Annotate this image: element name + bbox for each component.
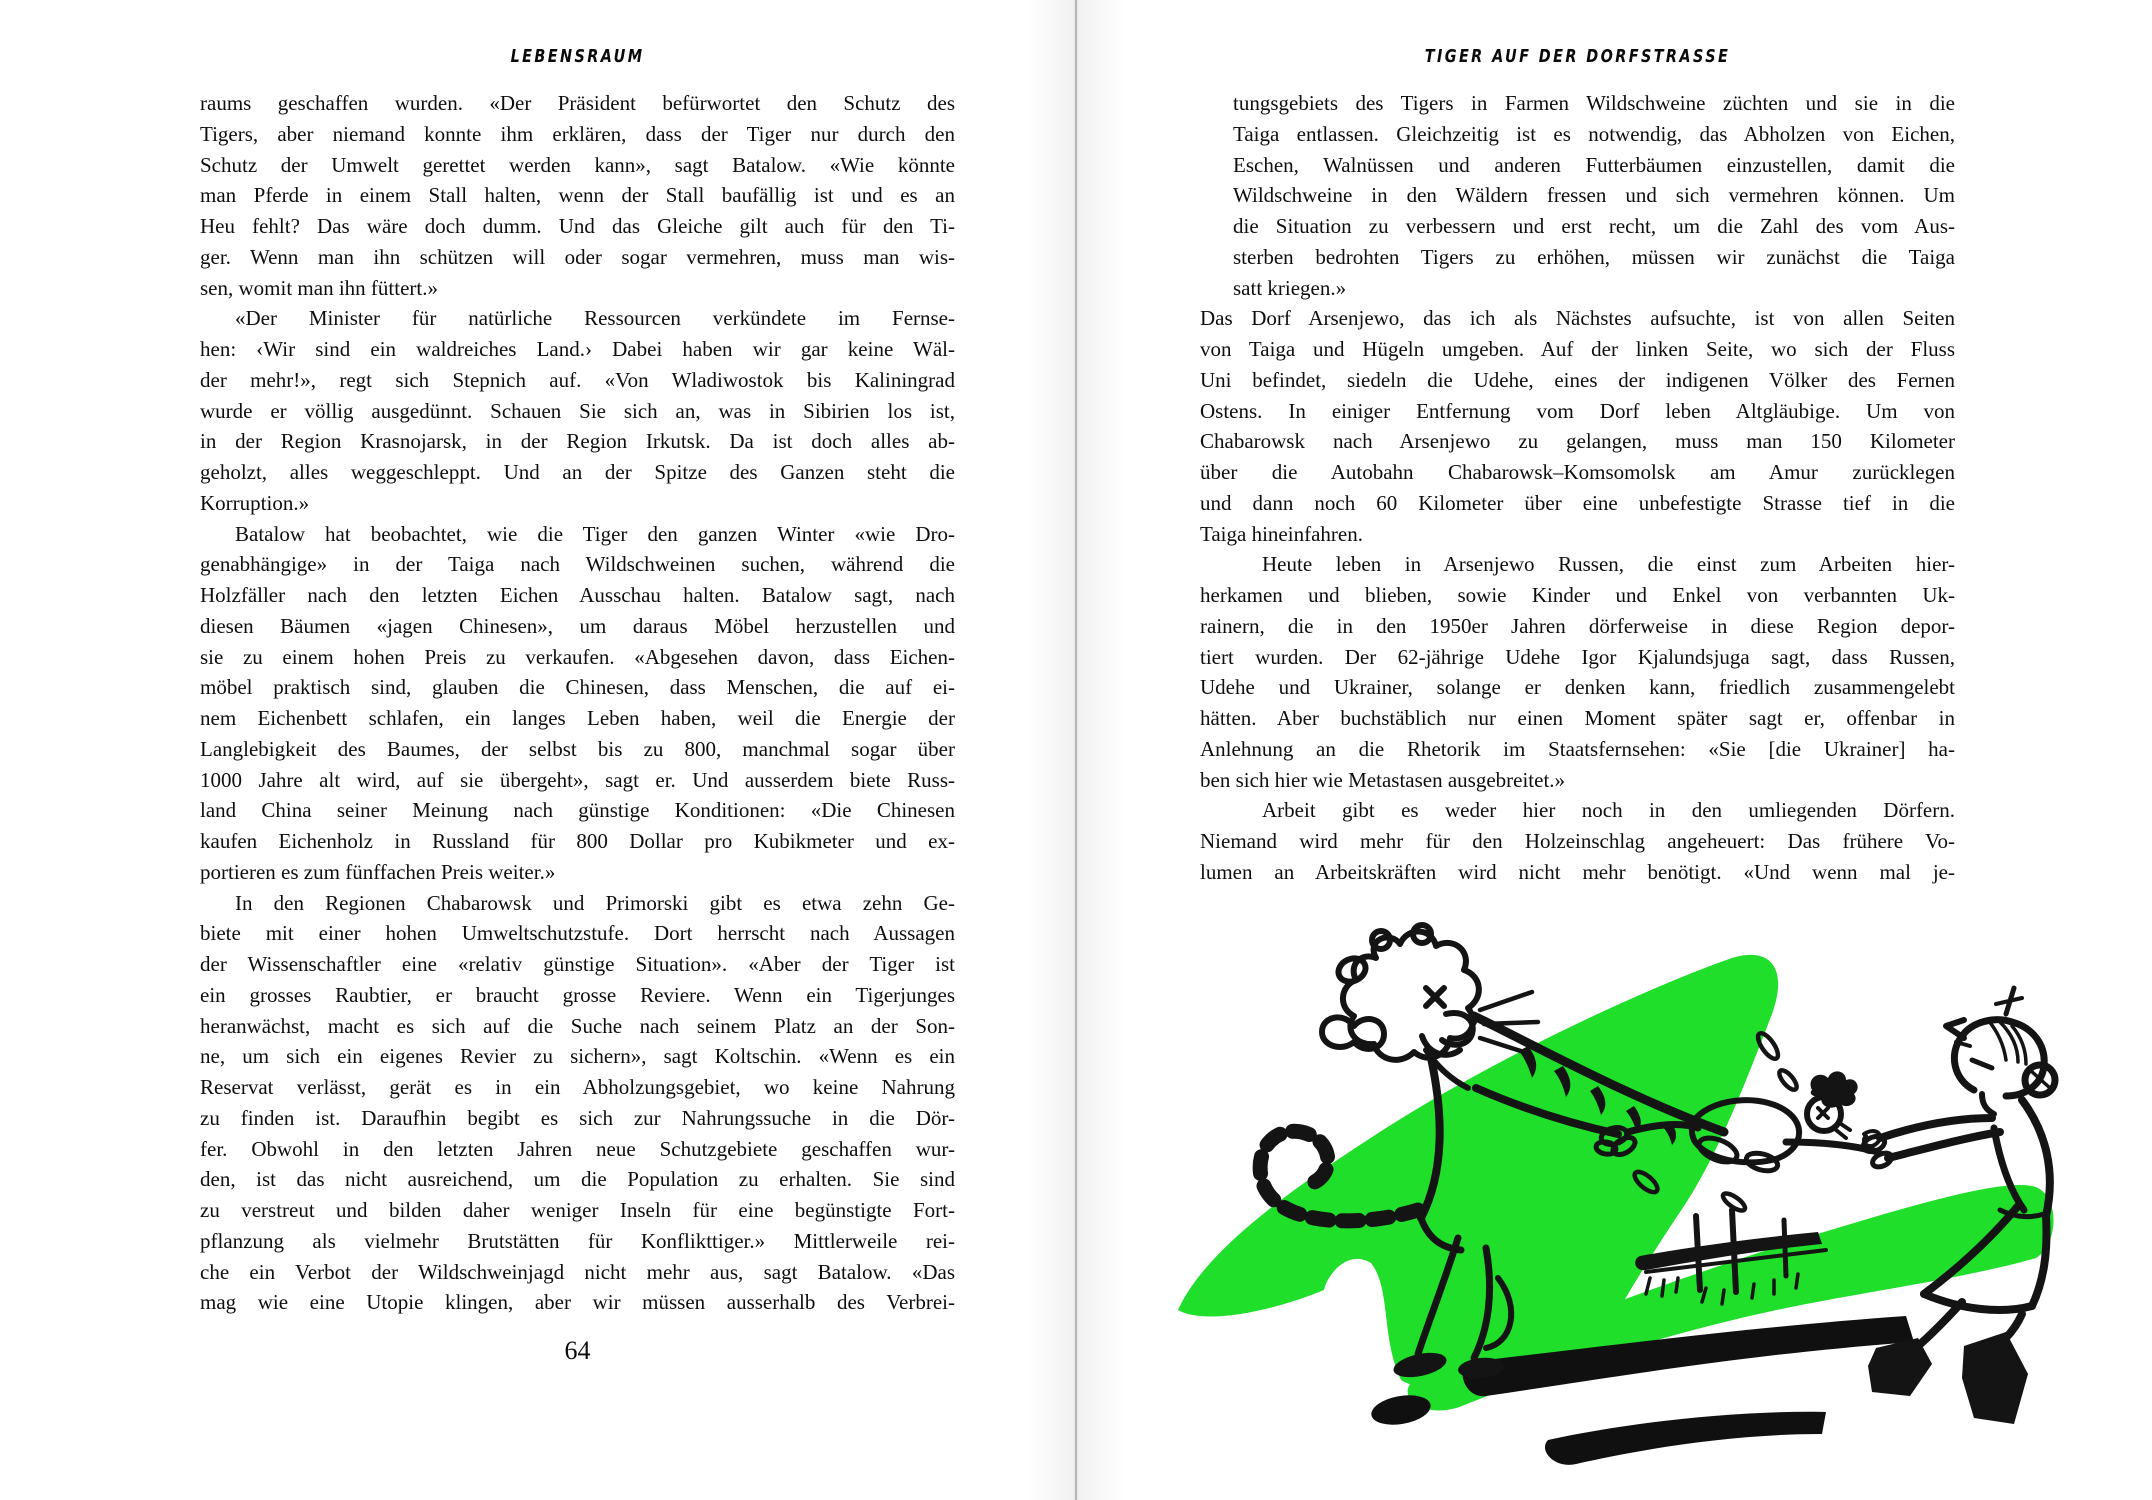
text-line: «Der Minister für natürliche Ressourcen verkündete im Fernse- — [235, 306, 955, 331]
page-number: 64 — [564, 1336, 591, 1365]
text-line: Chabarowsk nach Arsenjewo zu gelangen, muss man 150 Kilometer — [1200, 429, 1955, 454]
text-line: tiert wurden. Der 62-jährige Udehe Igor Kjalundsjuga sagt, dass Russen, — [1200, 644, 1955, 669]
text-line: herkamen und blieben, sowie Kinder und Enkel von verbannten Uk- — [1200, 583, 1955, 607]
text-line: Langlebigkeit des Baumes, der selbst bis zu 800, manchmal sogar über — [200, 736, 955, 761]
text-line: genabhängige» in der Taiga nach Wildschweinen suchen, während die — [200, 552, 955, 577]
text-line: ger. Wenn man ihn schützen will oder sogar vermehren, muss man wis- — [200, 244, 955, 269]
paragraph — [200, 88, 955, 303]
tiger-head — [1343, 931, 1479, 1059]
tiger-x-eye — [1426, 988, 1444, 1006]
text-line: Holzfäller nach den letzten Eichen Ausschau halten. Batalow sagt, nach — [200, 583, 955, 607]
woman-boot — [1868, 1338, 1932, 1396]
woman-nose — [1946, 1020, 1964, 1038]
text-line: Schutz der Umwelt gerettet werden kann», sagt Batalow. «Wie könnte — [200, 152, 955, 177]
paragraph — [200, 519, 955, 888]
running-header-left: LEBENSRAUM — [510, 46, 645, 67]
woman-head — [1954, 1020, 2044, 1096]
text-line: geholzt, alles weggeschleppt. Und an der Spitze des Ganzen steht die — [200, 460, 955, 484]
text-line: ne, um sich ein eigenes Revier zu sichern», sagt Koltschin. «Wenn es ein — [200, 1044, 955, 1069]
text-line: von Taiga und Hügeln umgeben. Auf der linken Seite, wo sich der Fluss — [1200, 337, 1955, 361]
text-line: zu verstreut und bilden daher weniger Inseln für eine begünstigte Fort- — [200, 1198, 955, 1222]
woman-arm — [1888, 1132, 2000, 1158]
text-line: mag wie eine Utopie klingen, aber wir müssen ausserhalb des Verbrei- — [200, 1290, 955, 1315]
paragraph — [1200, 303, 1955, 549]
left-page-body-text — [200, 88, 955, 1318]
piglet-hair-tuft — [1811, 1071, 1858, 1107]
text-line: möbel praktisch sind, glauben die Chinesen, dass Menschen, die auf ei- — [200, 675, 955, 700]
text-line: über die Autobahn Chabarowsk–Komsomolsk am Amur zurücklegen — [1200, 460, 1955, 484]
woman-grimace — [1972, 1060, 1992, 1068]
text-line: Anlehnung an die Rhetorik im Staatsfernsehen: «Sie [die Ukrainer] ha- — [1200, 736, 1955, 761]
woman-boot — [1962, 1332, 2028, 1424]
text-line: hen: ‹Wir sind ein waldreiches Land.› Dabei haben wir gar keine Wäl- — [200, 337, 955, 361]
text-line: Reservat verlässt, gerät es in ein Abholzungsgebiet, wo keine Nahrung — [200, 1075, 955, 1099]
paragraph — [1200, 549, 1955, 795]
text-line: die Situation zu verbessern und erst recht, um die Zahl des vom Aus- — [1233, 214, 1955, 238]
text-line: Uni befindet, siedeln die Udehe, eines der indigenen Völker des Fernen — [1200, 367, 1955, 392]
text-line: Arbeit gibt es weder hier noch in den umliegenden Dörfern. — [1262, 798, 1955, 823]
text-line: Das Dorf Arsenjewo, das ich als Nächstes aufsuchte, ist von allen Seiten — [1200, 306, 1955, 331]
tiger-tugofwar-illustration — [1176, 918, 2086, 1484]
text-line: sen, womit man ihn füttert.» — [200, 275, 438, 300]
text-line: Eschen, Walnüssen und anderen Futterbäumen einzustellen, damit die — [1233, 152, 1955, 177]
text-line: satt kriegen.» — [1233, 275, 1347, 300]
text-line: und dann noch 60 Kilometer über eine unbefestigte Strasse tief in die — [1200, 490, 1955, 515]
text-line: ben sich hier wie Metastasen ausgebreitet.» — [1200, 767, 1566, 792]
text-line: raums geschaffen wurden. «Der Präsident befürwortet den Schutz des — [200, 91, 955, 115]
text-line: ein grosses Raubtier, er braucht grosse Reviere. Wenn ein Tigerjunges — [200, 982, 955, 1007]
text-line: zu finden ist. Daraufhin begibt es sich zur Nahrungssuche in die Dör- — [200, 1105, 955, 1130]
text-line: man Pferde in einem Stall halten, wenn der Stall baufällig ist und es an — [200, 183, 955, 208]
paragraph — [200, 303, 955, 518]
text-line: Udehe und Ukrainer, solange er denken kann, friedlich zusammengelebt — [1200, 675, 1955, 700]
woman-neck — [1982, 1094, 1994, 1114]
text-line: Tigers, aber niemand konnte ihm erklären, dass der Tiger nur durch den — [200, 121, 955, 146]
text-line: Heu fehlt? Das wäre doch dumm. Und das Gleiche gilt auch für den Ti- — [200, 214, 955, 238]
text-line: kaufen Eichenholz in Russland für 800 Dollar pro Kubikmeter und ex- — [200, 829, 955, 853]
text-line: den, ist das nicht ausreichend, um die Population zu erhalten. Sie sind — [200, 1167, 955, 1192]
text-line: in der Region Krasnojarsk, in der Region Irkutsk. Da ist doch alles ab- — [200, 429, 955, 454]
text-line: rainern, die in den 1950er Jahren dörferweise in diese Region depor- — [1200, 613, 1955, 638]
text-line: sie zu einem hohen Preis zu verkaufen. «Abgesehen davon, dass Eichen- — [200, 644, 955, 669]
text-line: der Wissenschaftler eine «relativ günstige Situation». «Aber der Tiger ist — [200, 952, 955, 976]
text-line: che ein Verbot der Wildschweinjagd nicht mehr aus, sagt Batalow. «Das — [200, 1259, 955, 1284]
text-line: heranwächst, macht es sich auf die Suche nach seinem Platz an der Son- — [200, 1013, 955, 1038]
text-line: 1000 Jahre alt wird, auf sie übergeht», sagt er. Und ausserdem biete Russ- — [200, 767, 955, 792]
page-gutter-line — [1075, 0, 1077, 1500]
text-line: pflanzung als vielmehr Brutstätten für Konflikttiger.» Mittlerweile rei- — [200, 1228, 955, 1253]
paragraph — [200, 888, 955, 1319]
text-line: tungsgebiets des Tigers in Farmen Wildschweine züchten und sie in die — [1233, 91, 1955, 115]
text-line: nem Eichenbett schlafen, ein langes Leben haben, weil die Energie der — [200, 706, 955, 730]
text-line: In den Regionen Chabarowsk und Primorski gibt es etwa zehn Ge- — [235, 890, 955, 915]
text-line: der mehr!», regt sich Stepnich auf. «Von Wladiwostok bis Kaliningrad — [200, 367, 955, 392]
text-line: hätten. Aber buchstäblich nur einen Moment später sagt er, offenbar in — [1200, 706, 1955, 730]
running-header-right: TIGER AUF DER DORFSTRASSE — [1424, 46, 1731, 67]
piglet-snout — [1836, 1122, 1850, 1138]
text-line: Niemand wird mehr für den Holzeinschlag angeheuert: Das frühere Vo- — [1200, 829, 1955, 853]
piglet-x-eye — [1818, 1108, 1828, 1118]
text-line: Batalow hat beobachtet, wie die Tiger den ganzen Winter «wie Dro- — [235, 521, 955, 546]
text-line: sterben bedrohten Tigers zu erhöhen, müssen wir zunächst die Taiga — [1233, 244, 1955, 269]
text-line: wurde er völlig ausgedünnt. Schauen Sie sich an, was in Sibirien los ist, — [200, 398, 955, 423]
text-line: Heute leben in Arsenjewo Russen, die einst zum Arbeiten hier- — [1262, 552, 1955, 577]
text-line: portieren es zum fünffachen Preis weiter.» — [200, 859, 556, 884]
text-line: fer. Obwohl in den letzten Jahren neue Schutzgebiete geschaffen wur- — [200, 1136, 955, 1161]
text-line: Taiga entlassen. Gleichzeitig ist es notwendig, das Abholzen von Eichen, — [1233, 121, 1955, 146]
text-line: Taiga hineinfahren. — [1200, 521, 1363, 546]
right-page-body-text — [1200, 88, 1955, 888]
woman-skirt-hem — [1924, 1294, 2032, 1310]
shadow-stroke-lower — [1545, 1412, 1826, 1465]
text-line: diesen Bäumen «jagen Chinesen», um daraus Möbel herzustellen und — [200, 613, 955, 638]
text-line: Ostens. In einiger Entfernung vom Dorf leben Altgläubige. Um von — [1200, 398, 1955, 423]
text-line: Wildschweine in den Wäldern fressen und sich vermehren können. Um — [1233, 183, 1955, 208]
text-line: biete mit einer hohen Umweltschutzstufe. Dort herrscht nach Aussagen — [200, 921, 955, 946]
paragraph — [1200, 795, 1955, 887]
paragraph — [1200, 88, 1955, 303]
text-line: Korruption.» — [200, 490, 310, 515]
text-line: lumen an Arbeitskräften wird nicht mehr benötigt. «Und wenn mal je- — [1200, 859, 1955, 884]
text-line: land China seiner Meinung nach günstige Konditionen: «Die Chinesen — [200, 798, 955, 823]
